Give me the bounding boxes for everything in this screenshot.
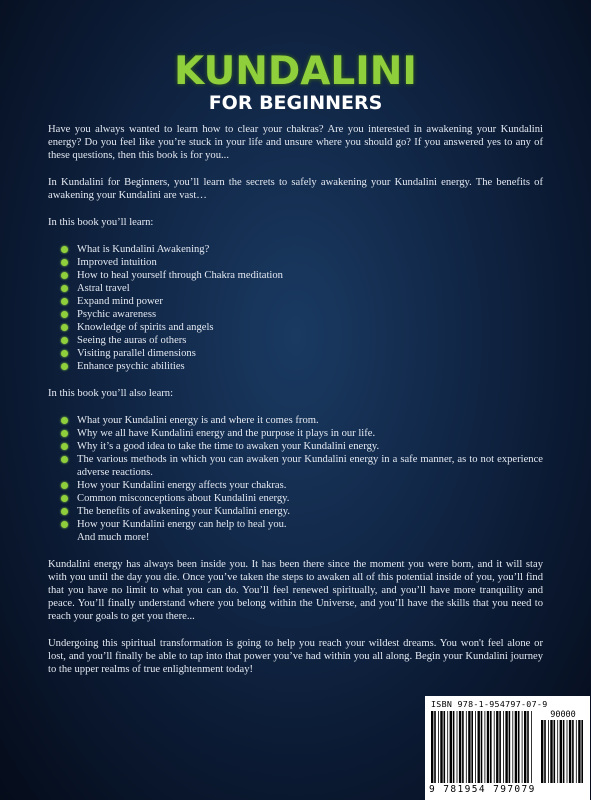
- list-item-text: The various methods in which you can awaken your Kundalini energy in a safe manner, as to not experience adverse reactions.: [77, 454, 543, 478]
- addon-barcode-bars: [541, 720, 585, 783]
- addon-number: 90000: [550, 710, 576, 720]
- list-item: [48, 321, 543, 334]
- list-item-text: Astral travel: [77, 283, 130, 294]
- list-item-text: What is Kundalini Awakening?: [77, 244, 210, 255]
- list-item-continuation: And much more!: [77, 532, 150, 543]
- list-item-text: Improved intuition: [77, 257, 157, 268]
- list-item: [48, 269, 543, 282]
- list-item: [48, 440, 543, 453]
- isbn-barcode-box: [425, 696, 590, 800]
- list-item: [48, 282, 543, 295]
- cover-title: [0, 49, 591, 114]
- list-item-text: Seeing the auras of others: [77, 335, 187, 346]
- list-item-text: Common misconceptions about Kundalini energy.: [77, 493, 290, 504]
- bullet-dot-icon: [61, 272, 68, 279]
- list-item: [48, 347, 543, 360]
- bullet-dot-icon: [61, 443, 68, 450]
- bullet-dot-icon: [61, 456, 68, 463]
- bullet-dot-icon: [61, 350, 68, 357]
- list-item-text: Why we all have Kundalini energy and the purpose it plays in our life.: [77, 428, 376, 439]
- list-item: [48, 505, 543, 518]
- list-item-text: The benefits of awakening your Kundalini energy.: [77, 506, 290, 517]
- list-item-text: Psychic awareness: [77, 309, 157, 320]
- list-item-text: Knowledge of spirits and angels: [77, 322, 214, 333]
- bullet-dot-icon: [61, 285, 68, 292]
- list-item-text: How to heal yourself through Chakra meditation: [77, 270, 283, 281]
- list-item-text: How your Kundalini energy affects your chakras.: [77, 480, 287, 491]
- intro-paragraph: Have you always wanted to learn how to clear your chakras? Are you interested in awakening your Kundalini energy? Do you feel like you’re stuck in your life and unsure where you should go? If you answered yes to any of these questions, then this book is for you...: [48, 124, 543, 161]
- list-item-text: Enhance psychic abilities: [77, 361, 185, 372]
- book-subtitle: FOR BEGINNERS: [208, 92, 383, 114]
- bullet-dot-icon: [61, 246, 68, 253]
- list-item-text: Why it’s a good idea to take the time to awaken your Kundalini energy.: [77, 441, 380, 452]
- list-item: [48, 334, 543, 347]
- bullet-dot-icon: [61, 324, 68, 331]
- list-item-text: Visiting parallel dimensions: [77, 348, 196, 359]
- list-item: [48, 256, 543, 269]
- isbn-label: ISBN 978-1-954797-07-9: [431, 699, 548, 709]
- bullet-dot-icon: [61, 311, 68, 318]
- bullet-dot-icon: [61, 482, 68, 489]
- list-item: [48, 453, 543, 479]
- list-item-text: Expand mind power: [77, 296, 163, 307]
- secrets-paragraph: In Kundalini for Beginners, you’ll learn the secrets to safely awakening your Kundalini energy. The benefits of awakening your Kundalini are vast…: [48, 177, 543, 201]
- learn-bullet-list: [48, 243, 543, 373]
- bullet-dot-icon: [61, 363, 68, 370]
- bullet-dot-icon: [61, 521, 68, 528]
- book-description: [48, 123, 543, 690]
- list-item: [48, 492, 543, 505]
- bullet-dot-icon: [61, 495, 68, 502]
- list-item: [48, 427, 543, 440]
- book-title: KUNDALINI: [174, 49, 417, 94]
- list-item-text: What your Kundalini energy is and where it comes from.: [77, 415, 319, 426]
- list-item: [48, 479, 543, 492]
- also-learn-heading: In this book you’ll also learn:: [48, 388, 174, 399]
- list-item: [48, 518, 543, 544]
- list-item: [48, 243, 543, 256]
- bullet-dot-icon: [61, 430, 68, 437]
- bullet-dot-icon: [61, 259, 68, 266]
- bullet-dot-icon: [61, 508, 68, 515]
- closing-paragraph: Undergoing this spiritual transformation is going to help you reach your wildest dreams. You won't feel alone or lost, and you’ll finally be able to tap into that power you’ve had within you all along. Begin your Kundalini journey to the upper realms of true enlightenment today!: [48, 638, 543, 675]
- list-item: [48, 360, 543, 373]
- also-learn-bullet-list: [48, 414, 543, 544]
- list-item: [48, 308, 543, 321]
- list-item: [48, 414, 543, 427]
- bullet-dot-icon: [61, 337, 68, 344]
- learn-heading: In this book you’ll learn:: [48, 217, 154, 228]
- bullet-dot-icon: [61, 298, 68, 305]
- list-item-text: How your Kundalini energy can help to heal you.: [77, 519, 287, 530]
- ean-number: 9 781954 797079: [429, 784, 536, 795]
- ean-barcode-bars: [431, 711, 535, 783]
- list-item: [48, 295, 543, 308]
- bullet-dot-icon: [61, 417, 68, 424]
- energy-paragraph: Kundalini energy has always been inside you. It has been there since the moment you were born, and it will stay with you until the day you die. Once you’ve taken the steps to awaken all of this potential inside of you, you’ll find that you have no limit to what you can do. You’ll feel renewed spiritually, and you’ll have more tranquility and peace. You’ll finally understand where you belong within the Universe, and you’ll have the skills that you need to reach your goals to get you there...: [48, 559, 543, 622]
